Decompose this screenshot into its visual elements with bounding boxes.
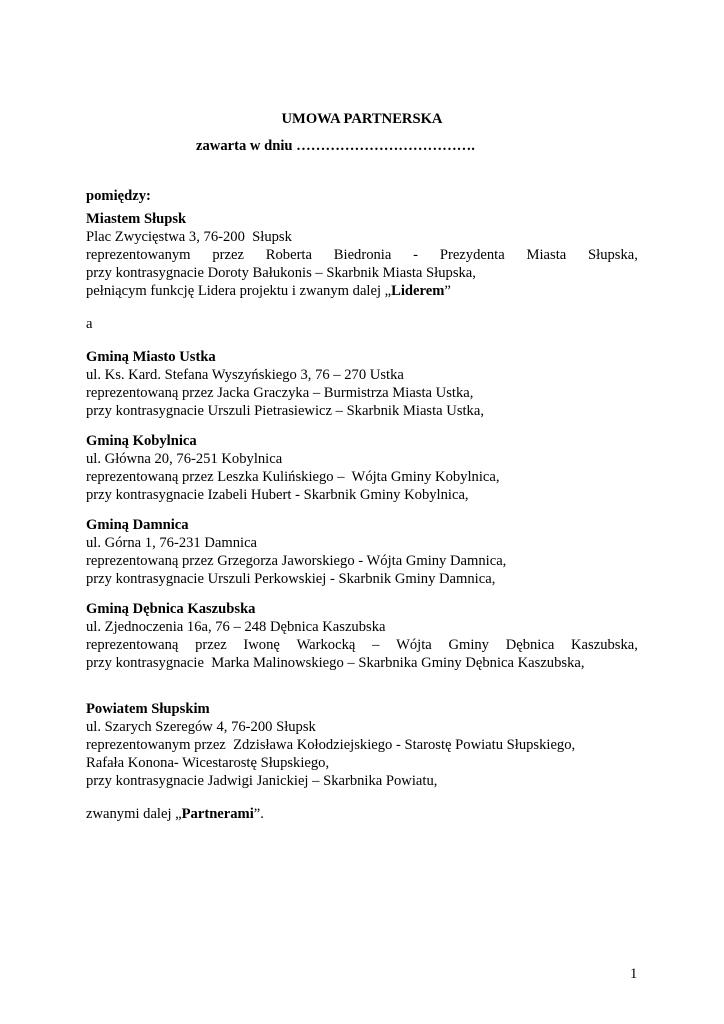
closing-suffix: ”.	[253, 806, 264, 822]
leader-representation	[86, 246, 638, 264]
leader-rep-word: Prezydenta	[439, 247, 505, 263]
leader-role-suffix: ”	[444, 283, 451, 299]
leader-name: Miastem Słupsk	[86, 211, 187, 227]
debnica-representation	[86, 636, 638, 654]
leader-role-prefix: pełniącym funkcję Lidera projektu i zwanym dalej „	[86, 283, 392, 299]
ustka-representation: reprezentowaną przez Jacka Graczyka – Burmistrza Miasta Ustka,	[86, 385, 474, 401]
ustka-countersign: przy kontrasygnacie Urszuli Pietrasiewicz – Skarbnik Miasta Ustka,	[86, 403, 484, 419]
damnica-address: ul. Górna 1, 76-231 Damnica	[86, 535, 258, 551]
leader-countersign: przy kontrasygnacie Doroty Bałukonis – Skarbnik Miasta Słupska,	[86, 265, 476, 281]
leader-role-term: Liderem	[391, 283, 445, 299]
debnica-rep-word: Iwonę	[243, 637, 280, 653]
debnica-rep-word: Dębnica	[505, 637, 555, 653]
damnica-name: Gminą Damnica	[86, 517, 189, 533]
date-line: zawarta w dniu ……………………………….	[196, 138, 475, 154]
leader-rep-word: Słupska,	[588, 247, 638, 263]
damnica-countersign: przy kontrasygnacie Urszuli Perkowskiej - Skarbnik Gminy Damnica,	[86, 571, 496, 587]
powiat-representation: reprezentowanym przez Zdzisława Kołodziejskiego - Starostę Powiatu Słupskiego,	[86, 737, 576, 753]
powiat-name: Powiatem Słupskim	[86, 701, 210, 717]
debnica-countersign: przy kontrasygnacie Marka Malinowskiego – Skarbnika Gminy Dębnica Kaszubska,	[86, 655, 585, 671]
leader-rep-word: reprezentowanym	[86, 247, 191, 263]
debnica-rep-word: –	[372, 637, 380, 653]
conjunction: a	[86, 316, 93, 332]
closing-prefix: zwanymi dalej „	[86, 806, 182, 822]
leader-role	[86, 282, 451, 300]
debnica-rep-word: Kaszubska,	[571, 637, 638, 653]
debnica-name: Gminą Dębnica Kaszubska	[86, 601, 256, 617]
leader-rep-word: przez	[212, 247, 244, 263]
closing-line	[86, 805, 264, 823]
debnica-rep-word: reprezentowaną	[86, 637, 179, 653]
leader-rep-word: Biedronia	[333, 247, 392, 263]
ustka-name: Gminą Miasto Ustka	[86, 349, 216, 365]
page-number: 1	[630, 966, 638, 982]
kobylnica-countersign: przy kontrasygnacie Izabeli Hubert - Skarbnik Gminy Kobylnica,	[86, 487, 469, 503]
leader-rep-word: Miasta	[526, 247, 567, 263]
powiat-representation-second: Rafała Konona- Wicestarostę Słupskiego,	[86, 755, 330, 771]
document-title: UMOWA PARTNERSKA	[281, 111, 443, 127]
debnica-rep-word: Warkocką	[296, 637, 356, 653]
debnica-rep-word: Gminy	[448, 637, 489, 653]
leader-address: Plac Zwycięstwa 3, 76-200 Słupsk	[86, 229, 292, 245]
ustka-address: ul. Ks. Kard. Stefana Wyszyńskiego 3, 76 – 270 Ustka	[86, 367, 404, 383]
between-heading: pomiędzy:	[86, 188, 151, 204]
powiat-address: ul. Szarych Szeregów 4, 76-200 Słupsk	[86, 719, 316, 735]
kobylnica-representation: reprezentowaną przez Leszka Kulińskiego – Wójta Gminy Kobylnica,	[86, 469, 500, 485]
debnica-address: ul. Zjednoczenia 16a, 76 – 248 Dębnica Kaszubska	[86, 619, 386, 635]
leader-rep-word: -	[413, 247, 419, 263]
leader-rep-word: Roberta	[265, 247, 312, 263]
closing-term: Partnerami	[181, 806, 254, 822]
debnica-rep-word: przez	[195, 637, 227, 653]
kobylnica-name: Gminą Kobylnica	[86, 433, 197, 449]
debnica-rep-word: Wójta	[396, 637, 432, 653]
damnica-representation: reprezentowaną przez Grzegorza Jaworskiego - Wójta Gminy Damnica,	[86, 553, 507, 569]
powiat-countersign: przy kontrasygnacie Jadwigi Janickiej – Skarbnika Powiatu,	[86, 773, 438, 789]
kobylnica-address: ul. Główna 20, 76-251 Kobylnica	[86, 451, 283, 467]
